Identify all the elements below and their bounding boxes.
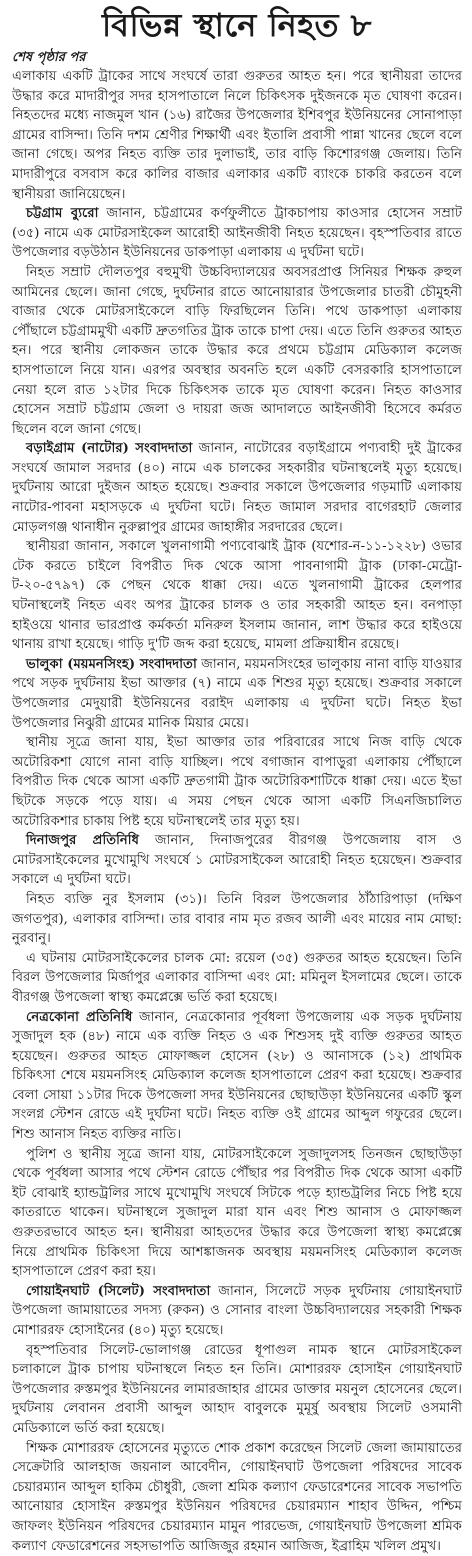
article-paragraph xyxy=(12,537,462,655)
paragraph-text: পুলিশ ও স্থানীয় সূত্রে জানা যায়, মোটরসাইকেলে সুজাদুলসহ তিনজন ছোছাউড়া থেকে পূর্বধলা আসার পথে স্টেশন রোডে পৌঁছার পর বিপরীত দিক থেকে আসা একটি ইট বোঝাই হ্যান্ডট্রলির সাথে মুখোমুখি সংঘর্ষে সিটকে পড়ে হ্যান্ডট্রলির নিচে পিষ্ট হয়ে কাতরাতে থাকেন। ঘটনাস্থলে সুজাদুল মারা যান এবং শিশু আনাস ও মোফাজ্জল গুরুতরভাবে আহত হন। স্থানীয়রা আহতদের উদ্ধার করে উপজেলা স্বাস্থ্য কমপ্লেক্সে নিয়ে প্রাথমিক চিকিৎসা দিয়ে আশঙ্কাজনক অবস্থায় ময়মনসিংহ মেডিক্যাল কলেজ হাসপাতালে প্রেরণ করা হয়। xyxy=(12,1146,462,1280)
paragraph-text: এ ঘটনায় মোটরসাইকেলের চালক মো: রয়েল (৩৫) গুরুতর আহত হয়েছেন। তিনি বিরল উপজেলার মির্জাপুর এলাকার বাসিন্দা এবং মো: মমিনুল ইসলামের ছেলে। তাকে বীরগঞ্জ উপজেলা স্বাস্থ্য কমপ্লেক্সে ভর্তি করা হয়েছে। xyxy=(12,950,462,1005)
paragraph-dateline: বড়াইগ্রাম (নাটোর) সংবাদদাতা xyxy=(26,441,193,457)
paragraph-dateline: ভালুকা (ময়মনসিংহ) সংবাদদাতা xyxy=(26,656,197,672)
article-paragraph xyxy=(12,655,462,733)
article-paragraph xyxy=(12,204,462,263)
paragraph-dateline: দিনাজপুর প্রতিনিধি xyxy=(26,833,139,849)
paragraph-text: জানান, সিলেটে সড়ক দুর্ঘটনায় গোয়াইনঘাট উপজেলা জামায়াতের সদস্য (রুকন) ও সোনার বাংলা উচ্চবিদ্যালয়ের সহকারী শিক্ষক মোশাররফ হোসাইনের (৪০) মৃত্যু হয়েছে। xyxy=(12,1283,462,1338)
article-paragraph xyxy=(12,1282,462,1341)
article-paragraph xyxy=(12,1341,462,1439)
article-paragraph xyxy=(12,439,462,537)
paragraph-dateline: নেত্রকোনা প্রতিনিধি xyxy=(26,1009,133,1025)
paragraph-text: নিহত সম্রাট দৌলতপুর বহুমুখী উচ্চবিদ্যালয়ের অবসরপ্রাপ্ত সিনিয়র শিক্ষক রুহুল আমিনের ছেলে। জানা গেছে, দুর্ঘটনার রাতে আনোয়ারার উপজেলার চাতরী চৌমুহনী বাজার থেকে মোটরসাইকেলে বাড়ি ফিরছিলেন তিনি। পথে ডাকপাড়া এলাকায় পৌঁছালে চট্টগ্রামমুখী একটি দ্রুতগতির ট্রাক তাকে চাপা দেয়। এতে তিনি গুরুতর আহত হন। পরে স্থানীয় লোকজন তাকে উদ্ধার করে প্রথমে চট্টগ্রাম মেডিক্যাল কলেজ হাসপাতালে নিয়ে যান। এরপর অবস্থার অবনতি হলে একটি বেসরকারি হাসপাতালে নেয়া হলে রাত ১২টার দিকে চিকিৎসক তাকে মৃত ঘোষণা করেন। নিহত কাওসার হোসেন সম্রাট চট্টগ্রাম জেলা ও দায়রা জজ আদালতে আইনজীবী হিসেবে কর্মরত ছিলেন বলে জানা গেছে। xyxy=(12,264,462,437)
article-paragraph xyxy=(12,831,462,890)
article-paragraph xyxy=(12,67,462,204)
paragraph-text: নিহত ব্যক্তি নুর ইসলাম (৩১)। তিনি বিরল উপজেলার ঠাঁঠারিপাড়া (দক্ষিণ জগতপুর), এলাকার বাসিন্দা। তার বাবার নাম মৃত রজব আলী এবং মায়ের নাম মোছা: নুরবানু। xyxy=(12,891,462,947)
paragraph-text: জানান, চট্টগ্রামের কর্ণফুলীতে ট্রাকচাপায় কাওসার হোসেন সম্রাট (৩৫) নামে এক মোটরসাইকেল আরোহী আইনজীবী নিহত হয়েছেন। বৃহস্পতিবার রাতে উপজেলার বড়উঠান ইউনিয়নের ডাকপাড়া এলাকায় এ দুর্ঘটনা ঘটে। xyxy=(12,206,462,261)
article-paragraph xyxy=(12,949,462,1008)
paragraph-text: স্থানীয় সূত্রে জানা যায়, ইভা আক্তার তার পরিবারের সাথে নিজ বাড়ি থেকে অটোরিকশা যোগে নানা বাড়ি যাচ্ছিল। পথে বগাজান বাপাড়ুরা এলাকায় পৌঁছালে বিপরীত দিক থেকে আসা একটি দ্রুতগামী ট্রাক অটোরিকশাটিকে ধাক্কা দেয়। এতে ইভা ছিটকে সড়কে পড়ে যায়। এ সময় পেছন থেকে আসা একটি সিএনজিচালিত অটোরিকশার চাকায় পিষ্ট হয়ে ঘটনাস্থলেই তার মৃত্যু হয়। xyxy=(12,735,462,829)
paragraph-text: বৃহস্পতিবার সিলেট-ভোলাগঞ্জ রোডের ধূপাগুল নামক স্থানে মোটরসাইকেল চলাকালে ট্রাক চাপায় ঘটনাস্থলে নিহত হন তিনি। মোশাররফ হোসাইন গোয়াইনঘাট উপজেলার রুস্তমপুর ইউনিয়নের লামারজাহার গ্রামের ডাক্তার ময়নুল হোসেনের ছেলে। দুর্ঘটনায় লেবানন প্রবাসী আব্দুল আহাদ বাবুলকে মুমূর্ষু অবস্থায় সিলেট ওসমানী মেডিক্যালে ভর্তি করা হয়েছে। xyxy=(12,1342,462,1436)
continued-label: শেষ পৃষ্ঠার পর xyxy=(12,50,86,65)
paragraph-text: এলাকায় একটি ট্রাকের সাথে সংঘর্ষে তারা গুরুতর আহত হন। পরে স্থানীয়রা তাদের উদ্ধার করে মাদারীপুর সদর হাসপাতালে নিলে চিকিৎসক দুইজনকে মৃত ঘোষণা করেন। নিহতদের মধ্যে নাজমুল খান (১৬) রাজৈর উপজেলার ইশিবপুর ইউনিয়নের সোনাপাড়া গ্রামের বাসিন্দা। তিনি দশম শ্রেণীর শিক্ষার্থী এবং ইতালি প্রবাসী পান্না খানের ছেলে বলে জানা গেছে। অপর নিহত ব্যক্তি তার দুলাভাই, তার বাড়ি কিশোরগঞ্জ জেলায়। তিনি মাদারীপুরে বসবাস করে কালির বাজার এলাকার একটি ব্যাংকে চাকরি করতেন বলে স্থানীয়রা জানিয়েছেন। xyxy=(12,69,462,202)
article-paragraph xyxy=(12,890,462,949)
paragraph-text: জানান, নাটোরের বড়াইগ্রামে পণ্যবাহী দুই ট্রাকের সংঘর্ষে জামাল সরদার (৪০) নামে এক চালকের সহকারীর ঘটনাস্থলেই মৃত্যু হয়েছে। দুর্ঘটনায় আরো দুইজন আহত হয়েছে। শুক্রবার সকালে উপজেলার গড়মাটি এলাকায় নাটোর-পাবনা মহাসড়কে এ দুর্ঘটনা ঘটে। নিহত জামাল সরদার বাগেরহাট জেলার মোড়লগঞ্জ থানাধীন নুরুল্লাপুর গ্রামের জাহাঙ্গীর সরদারের ছেলে। xyxy=(12,441,462,535)
paragraph-text: জানান, দিনাজপুরের বীরগঞ্জ উপজেলায় বাস ও মোটরসাইকেলের মুখোমুখি সংঘর্ষে ১ মোটরসাইকেল আরোহী নিহত হয়েছেন। শুক্রবার সকালে এ দুর্ঘটনা ঘটে। xyxy=(12,833,462,888)
article-paragraph xyxy=(12,733,462,831)
article-paragraph xyxy=(12,1145,462,1282)
paragraph-text: স্থানীয়রা জানান, সকালে খুলনাগামী পণ্যবোঝাই ট্রাক (যশোর-ন-১১-১২২৮) ওভার টেক করতে চাইলে বিপরীত দিক থেকে আসা পাবনাগামী ট্রাক (ঢাকা-মেট্রো-ট-২০-৫৭৯৭) কে পেছন থেকে ধাক্কা দেয়। এতে খুলনাগামী ট্রাকের হেলপার ঘটনাস্থলেই নিহত এবং অপর ট্রাকের চালক ও তার সহকারী আহত হন। বনপাড়া হাইওয়ে থানার ভারপ্রাপ্ত কর্মকর্তা মনিরুল ইসলাম জানান, লাশ উদ্ধার করে হাইওয়ে থানায় রাখা হয়েছে। গাড়ি দু'টি জব্দ করা হয়েছে, মামলা প্রক্রিয়াধীন রয়েছে। xyxy=(12,539,462,653)
article-paragraph xyxy=(12,1008,462,1145)
headline: বিভিন্ন স্থানে নিহত ৮ xyxy=(102,6,372,44)
article-body xyxy=(12,67,462,1554)
article-paragraph xyxy=(12,263,462,439)
paragraph-text: শিক্ষক মোশাররফ হোসেনের মৃত্যুতে শোক প্রকাশ করেছেন সিলেট জেলা জামায়াতের সেক্রেটারি আলহাজ জয়নাল আবেদীন, গোয়াইনঘাট উপজেলা পরিষদের সাবেক চেয়ারম্যান আব্দুল হাকিম চৌধুরী, জেলা শ্রমিক কল্যাণ ফেডারেশনের সাবেক সভাপতি আনোয়ার হোসাইন রুস্তমপুর ইউনিয়ন পরিষদের চেয়ারম্যান শাহাব উদ্দিন, পশ্চিম জাফলং ইউনিয়ন পরিষদের চেয়ারম্যান মামুন পারভেজ, গোয়াইনঘাট উপজেলা শ্রমিক কল্যাণ ফেডারেশনের সহসভাপতি আজিজুর রহমান আজিজ, ইব্রাহিম খলিল প্রমুখ। xyxy=(12,1440,462,1554)
article-paragraph xyxy=(12,1439,462,1556)
paragraph-dateline: গোয়াইনঘাট (সিলেট) সংবাদদাতা xyxy=(26,1283,211,1299)
paragraph-dateline: চট্টগ্রাম ব্যুরো xyxy=(26,206,99,222)
paragraph-text: জানান, ময়মনসিংহের ভালুকায় নানা বাড়ি যাওয়ার পথে সড়ক দুর্ঘটনায় ইভা আক্তার (৭) নামে এক শিশুর মৃত্যু হয়েছে। শুক্রবার সকালে উপজেলার মেদুয়ারী ইউনিয়নের বরাইদ এলাকায় এ দুর্ঘটনা ঘটে। নিহত ইভা উপজেলার নিঝুরী গ্রামের মানিক মিয়ার মেয়ে। xyxy=(12,656,462,731)
paragraph-text: জানান, নেত্রকোনার পূর্বধলা উপজেলায় এক সড়ক দুর্ঘটনায় সুজাদুল হক (৪৮) নামে এক ব্যক্তি নিহত ও এক শিশুসহ দুই ব্যক্তি গুরুতর আহত হয়েছেন। গুরুতর আহত মোফাজ্জল হোসেন (২৮) ও আনাসকে (১২) প্রাথমিক চিকিৎসা শেষে ময়মনসিংহ মেডিক্যাল কলেজ হাসপাতালে প্রেরণ করা হয়েছে। শুক্রবার বেলা সোয়া ১১টার দিকে উপজেলা সদর ইউনিয়নের ছোছাউড়া ইউনিয়নের একটি স্কুল সংলগ্ন স্টেশন রোডে এই দুর্ঘটনা ঘটে। নিহত ব্যক্তি ওই গ্রামের আব্দুল গফুরের ছেলে। শিশু আনাস নিহত ব্যক্তির নাতি। xyxy=(12,1009,462,1143)
